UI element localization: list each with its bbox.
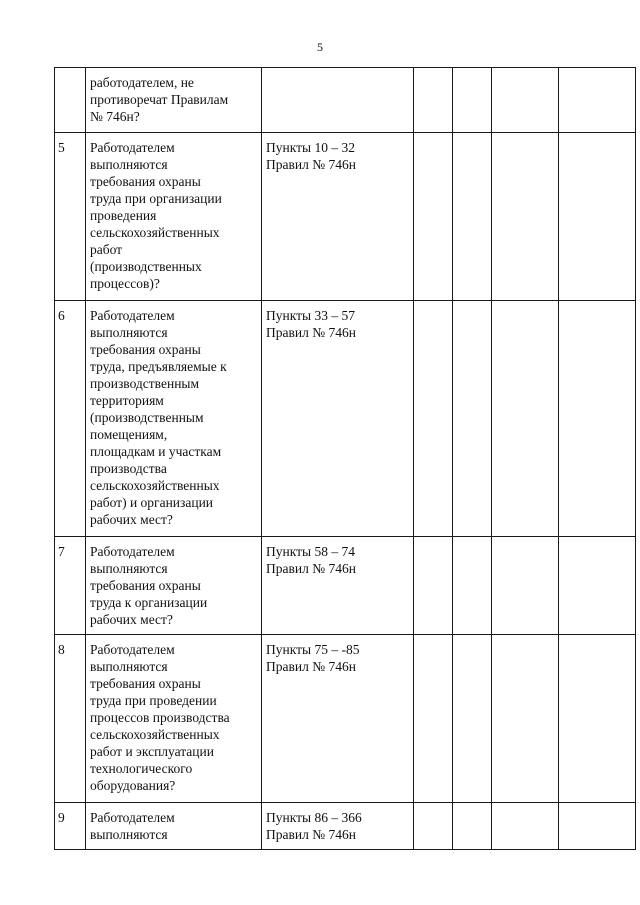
answer-cell-no — [453, 301, 492, 537]
answer-cell-yes — [414, 635, 453, 803]
answer-cell-na — [492, 537, 559, 635]
answer-cell-yes — [414, 68, 453, 133]
legal-reference: Пункты 33 – 57 Правил № 746н — [262, 301, 414, 537]
row-number: 9 — [55, 803, 86, 850]
notes-cell — [559, 301, 636, 537]
answer-cell-no — [453, 635, 492, 803]
requirement-question: Работодателем выполняются требования охраны труда при организации проведения сельскохозяйственных работ (производственных процессов)? — [86, 133, 262, 301]
requirement-question: Работодателем выполняются требования охраны труда к организации рабочих мест? — [86, 537, 262, 635]
answer-cell-no — [453, 133, 492, 301]
legal-reference — [262, 68, 414, 133]
answer-cell-yes — [414, 803, 453, 850]
answer-cell-na — [492, 635, 559, 803]
notes-cell — [559, 133, 636, 301]
legal-reference: Пункты 58 – 74 Правил № 746н — [262, 537, 414, 635]
answer-cell-yes — [414, 133, 453, 301]
answer-cell-na — [492, 803, 559, 850]
answer-cell-na — [492, 133, 559, 301]
checklist-table — [54, 67, 636, 850]
answer-cell-no — [453, 803, 492, 850]
row-number — [55, 68, 86, 133]
notes-cell — [559, 68, 636, 133]
requirement-question: Работодателем выполняются требования охраны труда при проведении процессов производства сельскохозяйственных работ и эксплуатации технологического оборудования? — [86, 635, 262, 803]
table-row — [55, 537, 636, 635]
requirement-question: работодателем, не противоречат Правилам № 746н? — [86, 68, 262, 133]
notes-cell — [559, 803, 636, 850]
requirement-question: Работодателем выполняются — [86, 803, 262, 850]
row-number: 6 — [55, 301, 86, 537]
row-number: 5 — [55, 133, 86, 301]
legal-reference: Пункты 86 – 366 Правил № 746н — [262, 803, 414, 850]
answer-cell-no — [453, 537, 492, 635]
row-number: 7 — [55, 537, 86, 635]
row-number: 8 — [55, 635, 86, 803]
table-row — [55, 803, 636, 850]
requirement-question: Работодателем выполняются требования охраны труда, предъявляемые к производственным территориям (производственным помещениям, площадкам и участкам производства сельскохозяйственных работ) и организации рабочих мест? — [86, 301, 262, 537]
page-number: 5 — [317, 40, 323, 54]
answer-cell-na — [492, 301, 559, 537]
answer-cell-yes — [414, 537, 453, 635]
notes-cell — [559, 635, 636, 803]
answer-cell-yes — [414, 301, 453, 537]
answer-cell-no — [453, 68, 492, 133]
table-row — [55, 68, 636, 133]
legal-reference: Пункты 10 – 32 Правил № 746н — [262, 133, 414, 301]
answer-cell-na — [492, 68, 559, 133]
table-row — [55, 133, 636, 301]
legal-reference: Пункты 75 – -85 Правил № 746н — [262, 635, 414, 803]
table-row — [55, 301, 636, 537]
notes-cell — [559, 537, 636, 635]
table-row — [55, 635, 636, 803]
